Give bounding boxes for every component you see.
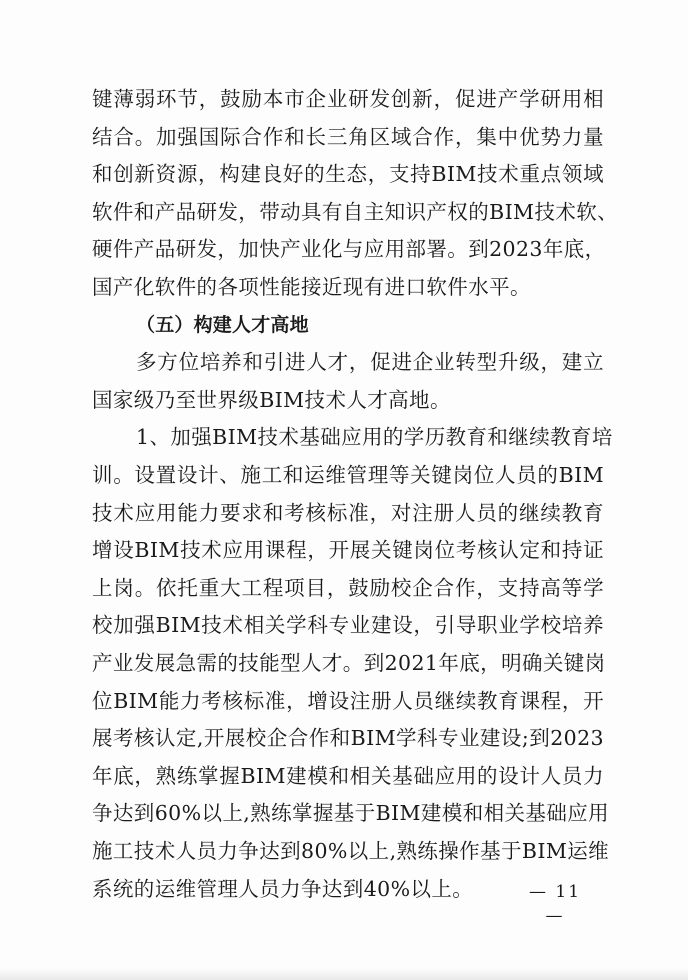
paragraph-line: 位BIM能力考核标准，增设注册人员继续教育课程，开 (92, 688, 604, 713)
paragraph-line: 校加强BIM技术相关学科专业建设，引导职业学校培养 (92, 613, 604, 638)
paragraph-line: 国产化软件的各项性能接近现有进口软件水平。 (92, 275, 531, 299)
paragraph-line: 1、加强BIM技术基础应用的学历教育和继续教育培 (136, 425, 613, 450)
paragraph-line: 施工技术人员力争达到80%以上,熟练操作基于BIM运维 (92, 839, 610, 863)
paragraph-line: 产业发展急需的技能型人才。到2021年底，明确关键岗 (92, 651, 606, 675)
page-edge-shadow (0, 968, 688, 980)
paragraph-line: 争达到60%以上,熟练掌握基于BIM建模和相关基础应用 (92, 801, 610, 826)
page-number: — 11 — (528, 882, 582, 926)
paragraph-line: 硬件产品研发，加快产业化与应用部署。到2023年底， (92, 237, 606, 262)
paragraph-line: 增设BIM技术应用课程，开展关键岗位考核认定和持证 (92, 538, 604, 563)
paragraph-line: 结合。加强国际合作和长三角区域合作，集中优势力量 (92, 124, 604, 149)
paragraph-line: 系统的运维管理人员力争达到40%以上。 (92, 876, 474, 901)
paragraph-line: 上岗。依托重大工程项目，鼓励校企合作，支持高等学 (92, 575, 604, 600)
paragraph-line: 年底，熟练掌握BIM建模和相关基础应用的设计人员力 (92, 763, 604, 788)
section-heading: （五）构建人才高地 (136, 313, 309, 336)
paragraph-line: 国家级乃至世界级BIM技术人才高地。 (92, 387, 451, 412)
paragraph-line: 技术应用能力要求和考核标准，对注册人员的继续教育 (92, 500, 604, 525)
paragraph-line: 软件和产品研发，带动具有自主知识产权的BIM技术软、 (92, 199, 619, 224)
paragraph-line: 训。设置设计、施工和运维管理等关键岗位人员的BIM (92, 463, 604, 487)
paragraph-line: 展考核认定,开展校企合作和BIM学科专业建设;到2023 (92, 726, 604, 751)
paragraph-line: 多方位培养和引进人才，促进企业转型升级，建立 (136, 350, 604, 375)
paragraph-line: 键薄弱环节，鼓励本市企业研发创新，促进产学研用相 (92, 87, 604, 111)
paragraph-line: 和创新资源，构建良好的生态，支持BIM技术重点领域 (92, 162, 604, 187)
